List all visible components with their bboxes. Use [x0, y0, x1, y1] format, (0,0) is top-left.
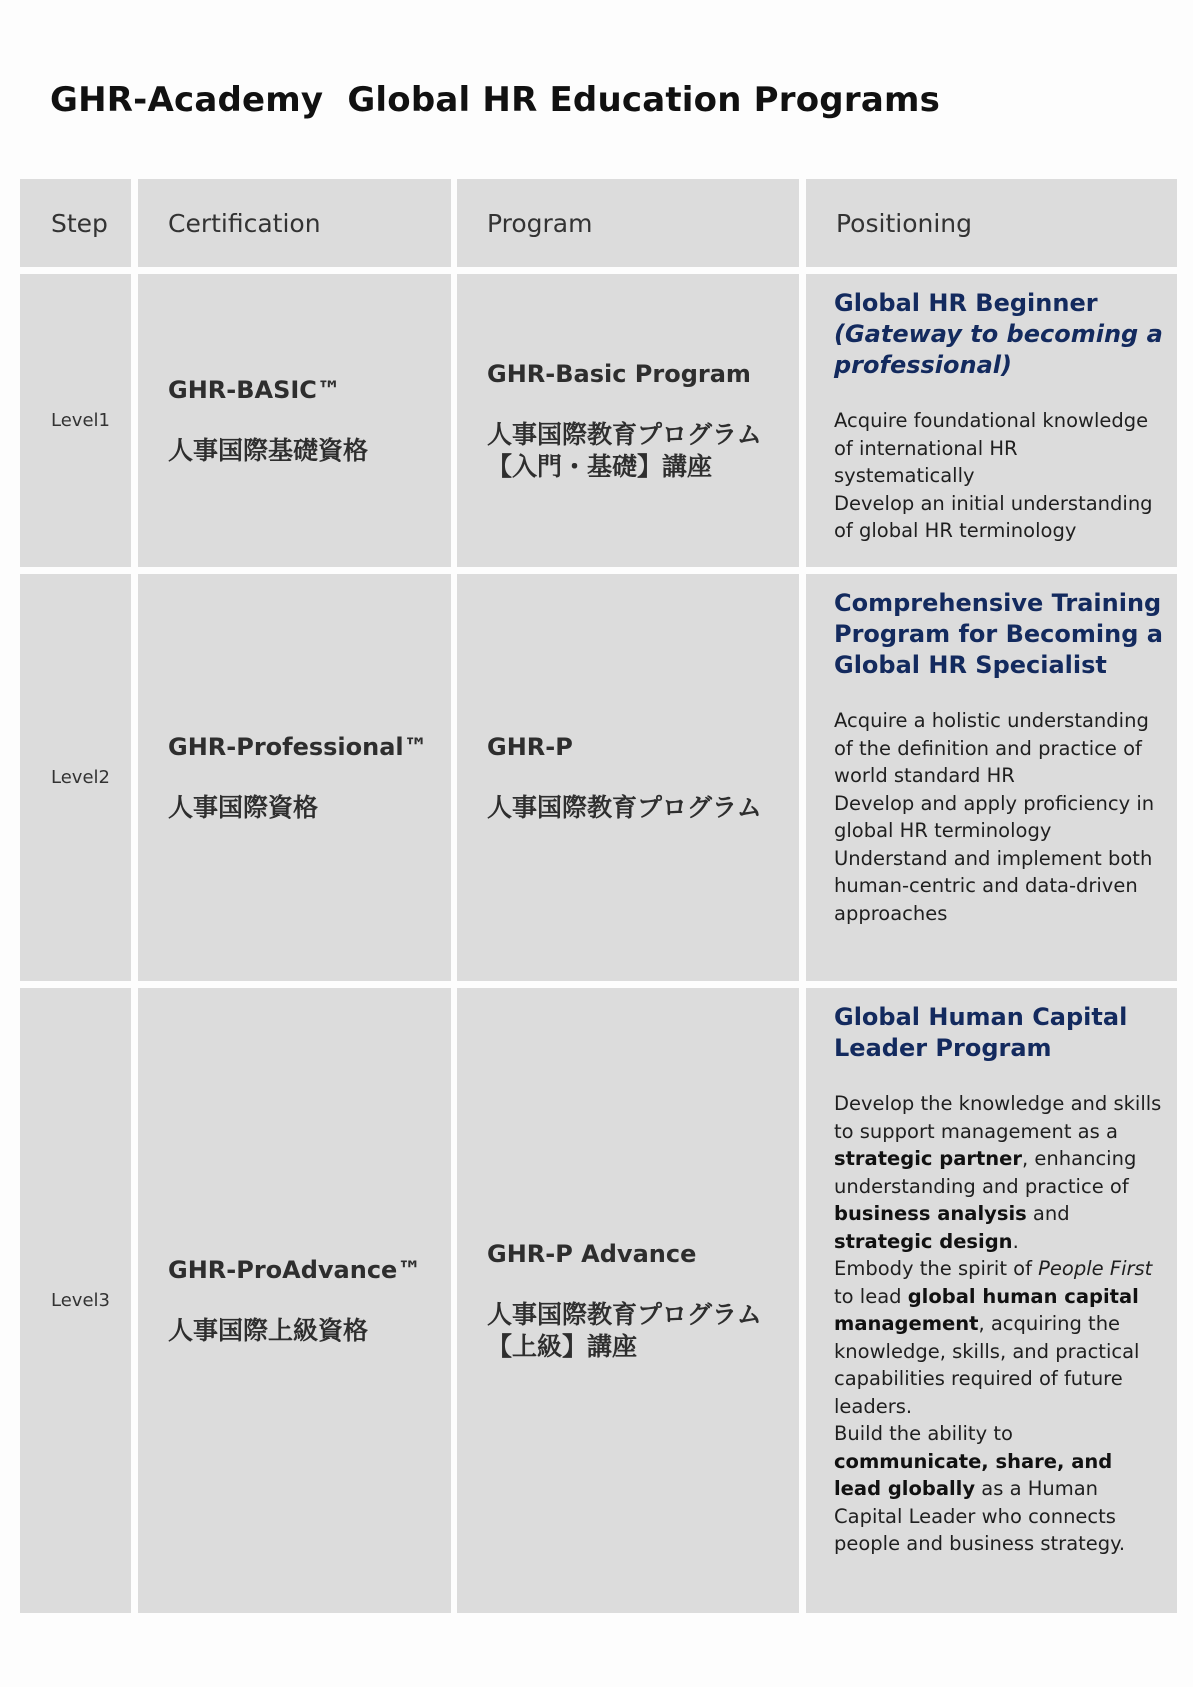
row-3-positioning-title: Global Human Capital Leader Program: [834, 1003, 1128, 1062]
row-1-step: Level1: [51, 410, 110, 431]
row-1-certification-cell: [138, 274, 451, 567]
row-3-positioning-description: [834, 1090, 1163, 1558]
row-1-program-jp-line-2: 【入門・基礎】講座: [487, 451, 713, 481]
row-2-certification-cell: [138, 574, 451, 981]
row-3-certification-name: GHR-ProAdvance™: [168, 1255, 422, 1284]
row-3-desc-paragraph-1: Develop the knowledge and skills to support management as a strategic partner, enhancing understanding and practice of business analysis and strategic design.: [834, 1092, 1162, 1253]
row-1-positioning-title-main: Global HR Beginner: [834, 289, 1098, 317]
row-1-desc-line-1: Acquire foundational knowledge of international HR systematically: [834, 409, 1149, 487]
row-1-certification-name: GHR-BASIC™: [168, 375, 341, 404]
row-3-positioning-cell: [806, 988, 1177, 1613]
row-1-positioning-cell: [806, 274, 1177, 567]
row-3-program-jp-line-1: 人事国際教育プログラム: [487, 1299, 762, 1329]
row-2-positioning-cell: [806, 574, 1177, 981]
header-certification: Certification: [138, 179, 451, 267]
page-title: GHR-Academy Global HR Education Programs: [50, 80, 941, 120]
row-3-desc-paragraph-3: Build the ability to communicate, share, and lead globally as a Human Capital Leader who connects people and business strategy.: [834, 1422, 1126, 1555]
row-1-program-jp-line-1: 人事国際教育プログラム: [487, 419, 762, 449]
row-3-certification-jp: 人事国際上級資格: [168, 1315, 369, 1345]
row-1-certification-jp: 人事国際基礎資格: [168, 435, 369, 465]
row-2-program-jp-line-1: 人事国際教育プログラム: [487, 792, 762, 822]
row-3-desc-paragraph-2: Embody the spirit of People First to lead global human capital management, acquiring the knowledge, skills, and practical capabilities required of future leaders.: [834, 1257, 1153, 1418]
row-1-desc-line-2: Develop an initial understanding of global HR terminology: [834, 491, 1153, 542]
row-2-positioning-title: Comprehensive Training Program for Becoming a Global HR Specialist: [834, 589, 1163, 679]
row-3-step-cell: [20, 988, 131, 1613]
row-1-program-cell: [457, 274, 799, 567]
row-2-certification-name: GHR-Professional™: [168, 732, 428, 761]
row-3-program-cell: [457, 988, 799, 1613]
row-2-desc-line-1: Acquire a holistic understanding of the definition and practice of world standard HR: [834, 709, 1149, 787]
row-2-step: Level2: [51, 767, 110, 788]
row-3-certification-cell: [138, 988, 451, 1613]
row-1-positioning-title-sub: (Gateway to becoming a professional): [834, 320, 1163, 379]
row-3-program-name: GHR-P Advance: [487, 1239, 697, 1268]
row-2-desc-line-3: Understand and implement both human-centric and data-driven approaches: [834, 846, 1153, 925]
row-2-program-cell: [457, 574, 799, 981]
row-2-certification-jp: 人事国際資格: [168, 792, 319, 822]
row-2-desc-line-2: Develop and apply proficiency in global HR terminology: [834, 791, 1155, 842]
row-1-positioning-title: [834, 288, 1163, 381]
row-2-program-name: GHR-P: [487, 732, 573, 761]
row-1-positioning-description: [834, 407, 1163, 545]
row-1-program-name: GHR-Basic Program: [487, 359, 751, 388]
row-3-program-jp-line-2: 【上級】講座: [487, 1331, 638, 1361]
header-positioning: Positioning: [806, 179, 1177, 267]
header-step: Step: [20, 179, 131, 267]
row-3-step: Level3: [51, 1290, 110, 1311]
row-2-step-cell: [20, 574, 131, 981]
header-program: Program: [457, 179, 799, 267]
row-2-positioning-description: [834, 707, 1163, 927]
row-1-step-cell: [20, 274, 131, 567]
